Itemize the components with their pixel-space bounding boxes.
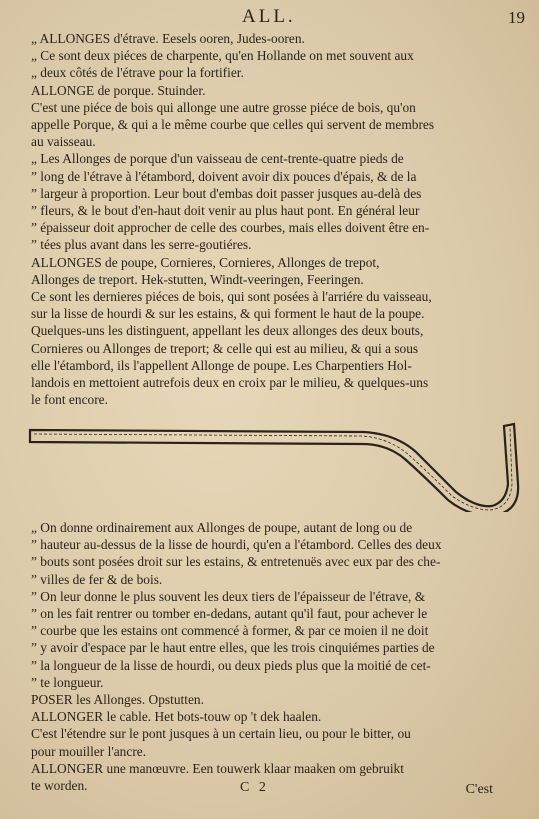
running-title: ALL. bbox=[242, 6, 296, 27]
text-line: appelle Porque, & qui a le même courbe que celles qui servent de membres bbox=[31, 117, 435, 133]
text-line: „ Les Allonges de porque d'un vaisseau de cent-trente-quatre pieds de bbox=[31, 151, 404, 167]
text-line: Ce sont les dernieres piéces de bois, qui sont posées à l'arriére du vaisseau, bbox=[31, 289, 432, 305]
text-line: pour mouiller l'ancre. bbox=[31, 743, 147, 759]
text-line: ” On leur donne le plus souvent les deux tiers de l'épaisseur de l'étrave, & bbox=[31, 588, 426, 604]
text-line: ” la longueur de la lisse de hourdi, ou deux pieds plus que la moitié de cet- bbox=[31, 657, 431, 673]
text-line: au vaisseau. bbox=[31, 134, 96, 150]
text-line: ” y avoir d'espace par le haut entre elles, que les trois cinquiémes parties de bbox=[31, 640, 435, 656]
text-line: ” tées plus avant dans les serre-goutiéres. bbox=[31, 237, 252, 253]
text-line: POSER les Allonges. Opstutten. bbox=[31, 692, 204, 708]
running-header bbox=[0, 6, 539, 28]
text-line: „ Ce sont deux piéces de charpente, qu'en Hollande on met souvent aux bbox=[31, 48, 414, 64]
text-line: Allonges de treport. Hek-stutten, Windt-veeringen, Feeringen. bbox=[31, 271, 364, 287]
text-line: „ On donne ordinairement aux Allonges de poupe, autant de long ou de bbox=[31, 520, 413, 535]
text-line: ” on les fait rentrer ou tomber en-dedans, autant qu'il faut, pour achever le bbox=[31, 606, 428, 622]
text-line: ALLONGE de porque. Stuinder. bbox=[31, 82, 206, 98]
text-line: elle l'étambord, ils l'appellent Allonge de poupe. Les Charpentiers Hol- bbox=[31, 357, 412, 373]
page-footer bbox=[0, 780, 539, 804]
allonge-illustration bbox=[24, 412, 524, 512]
text-line: ” épaisseur doit approcher de celle des courbes, mais elles doivent être en- bbox=[31, 220, 430, 236]
text-line: ALLONGES de poupe, Cornieres, Cornieres, Allonges de trepot, bbox=[31, 254, 380, 270]
text-line: ” fleurs, & le bout d'en-haut doit venir au plus haut pont. En général leur bbox=[31, 203, 420, 219]
text-line: Quelques-uns les distinguent, appellant les deux allonges des deux bouts, bbox=[31, 323, 424, 339]
text-line: C'est une piéce de bois qui allonge une autre grosse piéce de bois, qu'on bbox=[31, 99, 416, 115]
text-line: le font encore. bbox=[31, 392, 108, 408]
text-line: „ deux côtés de l'étrave pour la fortifier. bbox=[31, 65, 244, 81]
text-line: ” long de l'étrave à l'étambord, doivent avoir dix pouces d'épais, & de la bbox=[31, 168, 417, 184]
text-line: ” hauteur au-dessus de la lisse de hourdi, qu'en a l'étambord. Celles des deux bbox=[31, 537, 442, 553]
bottom-text-block bbox=[31, 519, 523, 794]
text-line: te worden. bbox=[31, 778, 88, 794]
signature-mark: C 2 bbox=[240, 780, 269, 795]
text-line: sur la lisse de hourdi & sur les estains, & qui forment le haut de la poupe. bbox=[31, 306, 425, 322]
text-line: ” courbe que les estains ont commencé à former, & par ce moien il ne doit bbox=[31, 623, 429, 639]
text-line: ” bouts sont posées droit sur les estains, & entretenuës avec eux par des che- bbox=[31, 554, 441, 570]
catchword: C'est bbox=[465, 782, 493, 797]
text-line: ” largeur à proportion. Leur bout d'embas doit passer jusques au-delà des bbox=[31, 185, 422, 201]
text-line: ALLONGER le cable. Het bots-touw op 't dek haalen. bbox=[31, 709, 322, 725]
text-line: ” villes de fer & de bois. bbox=[31, 571, 163, 587]
page-number: 19 bbox=[508, 8, 525, 27]
text-line: „ ALLONGES d'étrave. Eesels ooren, Judes-ooren. bbox=[31, 31, 305, 46]
text-line: C'est l'étendre sur le pont jusques à un certain lieu, ou pour le bitter, ou bbox=[31, 726, 411, 742]
text-line: ALLONGER une manœuvre. Een touwerk klaar maaken om gebruikt bbox=[31, 760, 404, 776]
top-text-block bbox=[31, 30, 523, 408]
text-line: landois en mettoient autrefois deux en croix par le milieu, & quelques-uns bbox=[31, 375, 429, 391]
text-line: Cornieres ou Allonges de treport; & celle qui est au milieu, & qui a sous bbox=[31, 340, 419, 356]
text-line: ” te longueur. bbox=[31, 674, 104, 690]
